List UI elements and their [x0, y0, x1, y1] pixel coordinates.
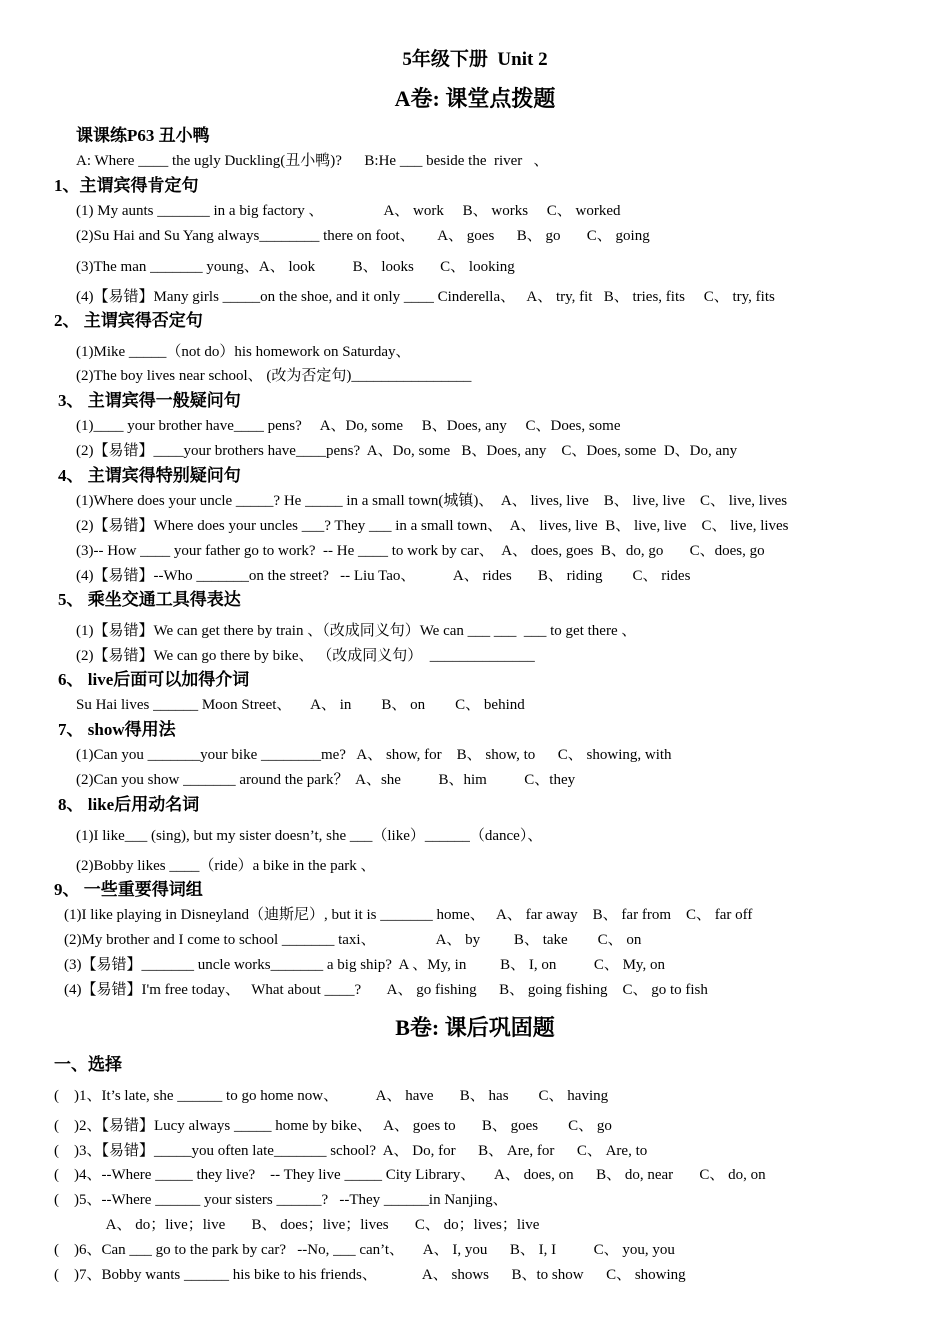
part-b-title: B卷: 课后巩固题 [395, 1015, 555, 1040]
choice-question: ( )4、--Where _____ they live? -- They live _____ City Library、 A、 does, on B、 do, near C、 do, on [54, 1167, 766, 1183]
question-line: (1)Can you _______your bike ________me? A、 show, for B、 show, to C、 showing, with [76, 747, 672, 763]
question-line: (1) My aunts _______ in a big factory 、 A、 work B、 works C、 worked [76, 203, 621, 219]
question-line: (3)【易错】_______ uncle works_______ a big ship? A 、My, in B、 I, on C、 My, on [64, 957, 665, 973]
question-line: (1)I like___ (sing), but my sister doesn’t, she ___（like）______（dance）、 [76, 828, 543, 844]
part-a-title: A卷: 课堂点拨题 [394, 86, 556, 111]
intro-heading: 课课练P63 丑小鸭 [76, 126, 210, 145]
choice-question: ( )6、Can ___ go to the park by car? --No, ___ can’t、 A、 I, you B、 I, I C、 you, you [54, 1242, 675, 1258]
section-heading: 2、 主谓宾得否定句 [54, 311, 203, 330]
question-line: (3)-- How ____ your father go to work? -- He ____ to work by car、 A、 does, goes B、do, go C、does, go [76, 543, 765, 559]
section-heading: 6、 live后面可以加得介词 [58, 670, 250, 689]
question-line: (2)【易错】Where does your uncles ___? They ___ in a small town、 A、 lives, live B、 live, live C、 live, lives [76, 518, 789, 534]
choice-question: ( )3、【易错】_____you often late_______ school? A、 Do, for B、 Are, for C、 Are, to [54, 1143, 648, 1159]
choice-question: ( )1、It’s late, she ______ to go home now、 A、 have B、 has C、 having [54, 1088, 609, 1104]
choice-question: ( )2、【易错】Lucy always _____ home by bike、 A、 goes to B、 goes C、 go [54, 1118, 612, 1134]
page-title: 5年级下册 Unit 2 [402, 49, 548, 70]
section-heading: 3、 主谓宾得一般疑问句 [58, 391, 241, 410]
question-line: (2)【易错】We can go there by bike、 （改成同义句） ______________ [76, 648, 535, 664]
part-b-heading: 一、选择 [54, 1055, 122, 1074]
section-heading: 7、 show得用法 [58, 720, 176, 739]
choice-question: ( )7、Bobby wants ______ his bike to his friends、 A、 shows B、to show C、 showing [54, 1267, 686, 1283]
question-line: (3)The man _______ young、A、 look B、 looks C、 looking [76, 259, 515, 275]
question-line: (2)Su Hai and Su Yang always________ there on foot、 A、 goes B、 go C、 going [76, 228, 650, 244]
choice-options: A、 do；live；live B、 does；live；lives C、 do；lives；live [54, 1217, 540, 1233]
question-line: (1)I like playing in Disneyland（迪斯尼）, but it is _______ home、 A、 far away B、 far from C、 far off [64, 907, 753, 923]
question-line: (1)____ your brother have____ pens? A、Do, some B、Does, any C、Does, some [76, 418, 621, 434]
section-heading: 8、 like后用动名词 [58, 795, 200, 814]
question-line: (4)【易错】Many girls _____on the shoe, and it only ____ Cinderella、 A、 try, fit B、 tries, fits C、 try, fits [76, 289, 775, 305]
question-line: (1)【易错】We can get there by train 、（改成同义句）We can ___ ___ ___ to get there 、 [76, 623, 637, 639]
choice-question: ( )5、--Where ______ your sisters ______? --They ______in Nanjing、 [54, 1192, 508, 1208]
section-heading: 9、 一些重要得词组 [54, 880, 203, 899]
question-line: (2)【易错】____your brothers have____pens? A、Do, some B、Does, any C、Does, some D、Do, any [76, 443, 738, 459]
question-line: (1)Mike _____（not do）his homework on Saturday、 [76, 344, 411, 360]
intro-line: A: Where ____ the ugly Duckling(丑小鸭)? B:He ___ beside the river 、 [76, 153, 549, 169]
question-line: (2)My brother and I come to school _______ taxi、 A、 by B、 take C、 on [64, 932, 642, 948]
question-line: (2)Can you show _______ around the park？ A、she B、him C、they [76, 772, 576, 788]
question-line: (4)【易错】I'm free today、 What about ____? A、 go fishing B、 going fishing C、 go to fish [64, 982, 708, 998]
section-heading: 4、 主谓宾得特别疑问句 [58, 466, 241, 485]
question-line: (2)The boy lives near school、 (改为否定句)________________ [76, 368, 472, 384]
question-line: (1)Where does your uncle _____? He _____ in a small town(城镇)、 A、 lives, live B、 live, live C、 live, lives [76, 493, 788, 509]
question-line: Su Hai lives ______ Moon Street、 A、 in B、 on C、 behind [76, 697, 525, 713]
question-line: (4)【易错】--Who _______on the street? -- Liu Tao、 A、 rides B、 riding C、 rides [76, 568, 691, 584]
section-heading: 5、 乘坐交通工具得表达 [58, 590, 241, 609]
question-line: (2)Bobby likes ____（ride）a bike in the park 、 [76, 858, 376, 874]
section-heading: 1、主谓宾得肯定句 [54, 176, 199, 195]
